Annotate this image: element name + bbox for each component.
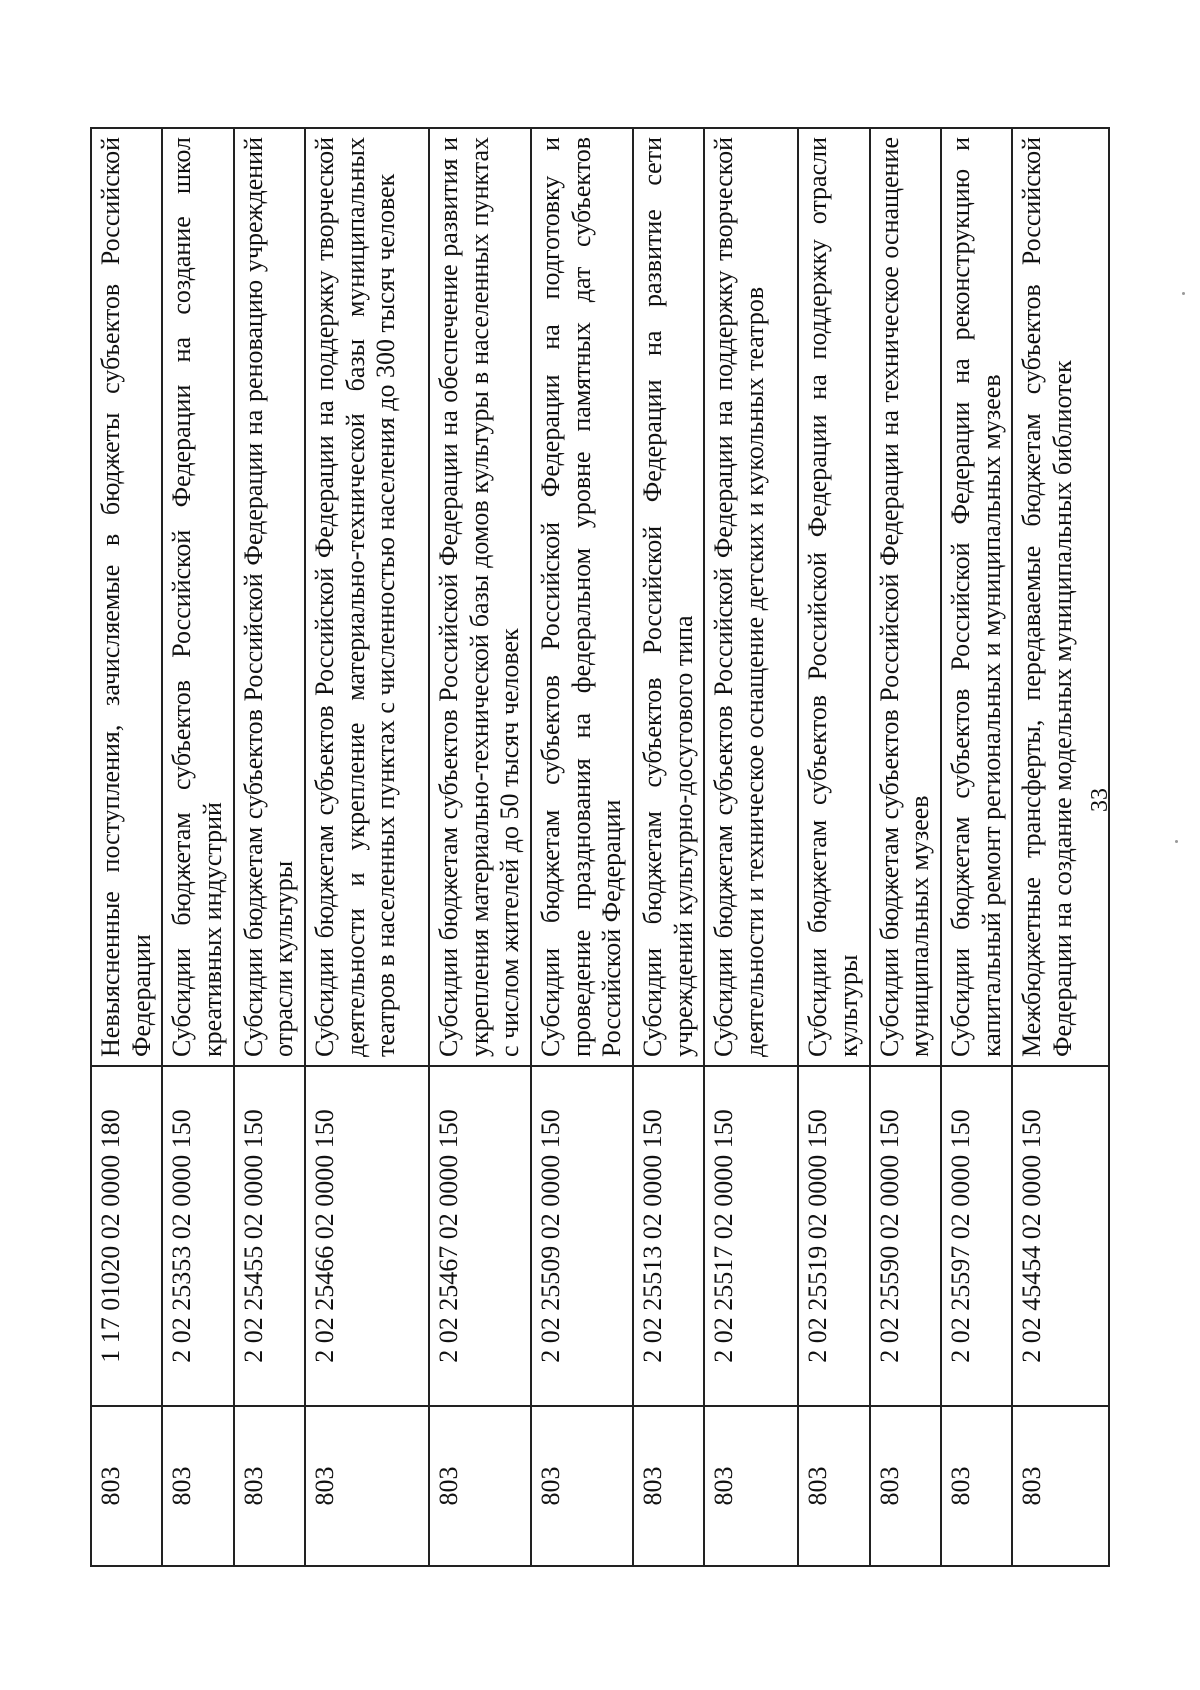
- admin-code-cell: 803: [941, 1406, 1012, 1566]
- page-number: 33: [1087, 788, 1113, 812]
- table-row: [162, 128, 233, 1566]
- scan-speck: [1182, 292, 1185, 295]
- table-row: [941, 128, 1012, 1566]
- budget-code-cell: 2 02 25455 02 0000 150: [234, 1066, 305, 1406]
- admin-code-cell: 803: [798, 1406, 869, 1566]
- admin-code-cell: 803: [633, 1406, 704, 1566]
- budget-code-cell: 2 02 25513 02 0000 150: [633, 1066, 704, 1406]
- budget-code-cell: 2 02 25517 02 0000 150: [704, 1066, 798, 1406]
- table-row: [704, 128, 798, 1566]
- admin-code-cell: 803: [234, 1406, 305, 1566]
- admin-code-cell: 803: [531, 1406, 633, 1566]
- description-cell: Невыясненные поступления, зачисляемые в бюджеты субъектов Российской Федерации: [91, 128, 162, 1066]
- budget-code-cell: 2 02 25590 02 0000 150: [870, 1066, 941, 1406]
- budget-code-cell: 2 02 25597 02 0000 150: [941, 1066, 1012, 1406]
- table-row: [234, 128, 305, 1566]
- rotated-page-content: [90, 127, 1110, 1567]
- admin-code-cell: 803: [305, 1406, 429, 1566]
- table-row: [870, 128, 941, 1566]
- admin-code-cell: 803: [429, 1406, 531, 1566]
- description-cell: Субсидии бюджетам субъектов Российской Федерации на создание школ креативных индустрий: [162, 128, 233, 1066]
- description-cell: Субсидии бюджетам субъектов Российской Федерации на обеспечение развития и укрепления материально-технической базы домов культуры в населенных пунктах с числом жителей до 50 тысяч человек: [429, 128, 531, 1066]
- description-cell: Субсидии бюджетам субъектов Российской Федерации на поддержку творческой деятельности и укрепление материально-технической базы муниципальных театров в населенных пунктах с численностью населения до 300 тысяч человек: [305, 128, 429, 1066]
- description-cell: Субсидии бюджетам субъектов Российской Федерации на реконструкцию и капитальный ремонт региональных и муниципальных музеев: [941, 128, 1012, 1066]
- admin-code-cell: 803: [162, 1406, 233, 1566]
- budget-codes-table: [90, 127, 1110, 1567]
- admin-code-cell: 803: [1012, 1406, 1109, 1566]
- table-row: [798, 128, 869, 1566]
- budget-code-cell: 1 17 01020 02 0000 180: [91, 1066, 162, 1406]
- admin-code-cell: 803: [91, 1406, 162, 1566]
- table-row: [91, 128, 162, 1566]
- description-cell: Субсидии бюджетам субъектов Российской Федерации на реновацию учреждений отрасли культуры: [234, 128, 305, 1066]
- admin-code-cell: 803: [704, 1406, 798, 1566]
- description-cell: Субсидии бюджетам субъектов Российской Федерации на подготовку и проведение празднования на федеральном уровне памятных дат субъектов Российской Федерации: [531, 128, 633, 1066]
- budget-code-cell: 2 02 25467 02 0000 150: [429, 1066, 531, 1406]
- table-row: [429, 128, 531, 1566]
- table-row: [1012, 128, 1109, 1566]
- budget-code-cell: 2 02 25519 02 0000 150: [798, 1066, 869, 1406]
- scan-speck: [1175, 840, 1178, 843]
- table-row: [305, 128, 429, 1566]
- admin-code-cell: 803: [870, 1406, 941, 1566]
- description-cell: Субсидии бюджетам субъектов Российской Федерации на поддержку творческой деятельности и техническое оснащение детских и кукольных театров: [704, 128, 798, 1066]
- description-cell: Субсидии бюджетам субъектов Российской Федерации на развитие сети учреждений культурно-досугового типа: [633, 128, 704, 1066]
- budget-code-cell: 2 02 45454 02 0000 150: [1012, 1066, 1109, 1406]
- table-row: [633, 128, 704, 1566]
- budget-code-cell: 2 02 25466 02 0000 150: [305, 1066, 429, 1406]
- description-cell: Межбюджетные трансферты, передаваемые бюджетам субъектов Российской Федерации на создание модельных муниципальных библиотек: [1012, 128, 1109, 1066]
- budget-code-cell: 2 02 25353 02 0000 150: [162, 1066, 233, 1406]
- description-cell: Субсидии бюджетам субъектов Российской Федерации на техническое оснащение муниципальных музеев: [870, 128, 941, 1066]
- budget-code-cell: 2 02 25509 02 0000 150: [531, 1066, 633, 1406]
- description-cell: Субсидии бюджетам субъектов Российской Федерации на поддержку отрасли культуры: [798, 128, 869, 1066]
- table-row: [531, 128, 633, 1566]
